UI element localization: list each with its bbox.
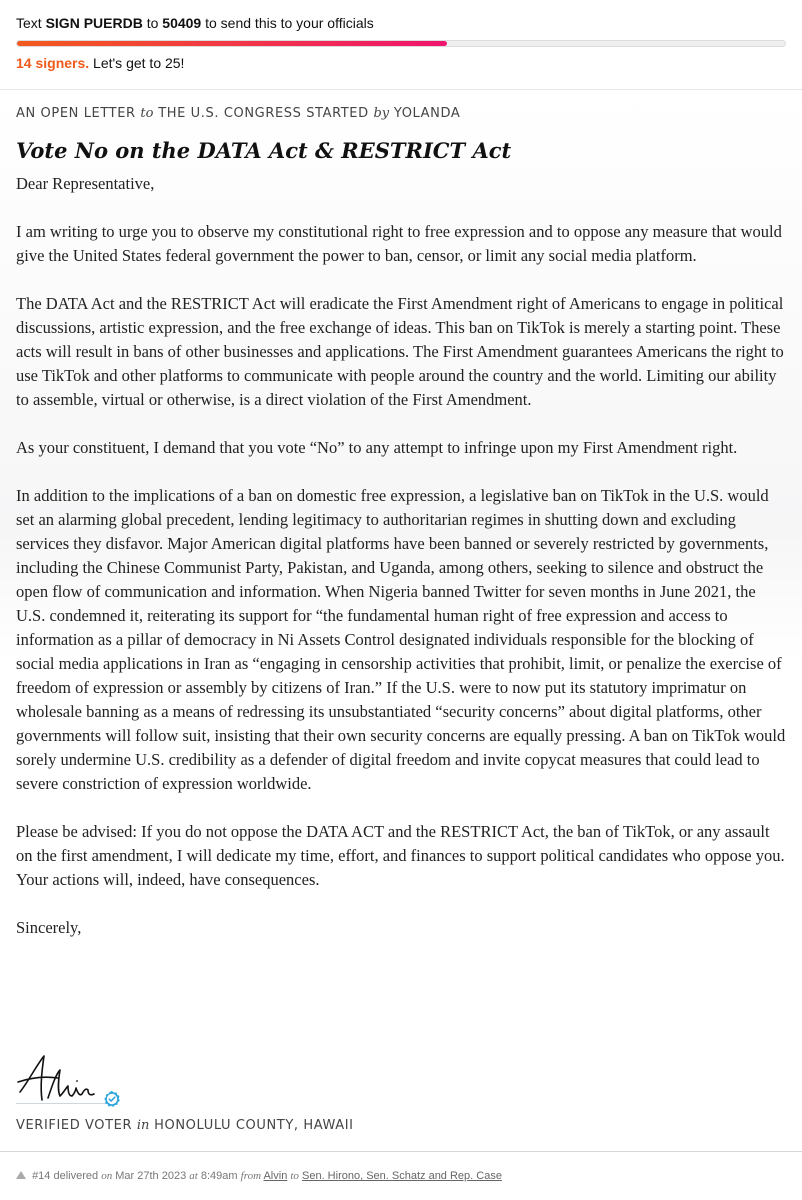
byline-to: to [140,106,154,121]
byline-recipient: THE U.S. CONGRESS STARTED [158,106,369,121]
handwritten-signature [14,1052,104,1108]
letter-paragraph: The DATA Act and the RESTRICT Act will eradicate the First Amendment right of Americans to engage in political discussions, artistic expression, and the free exchange of ideas. This ban on TikTok is merely a starting point. These acts will result in bans of other businesses and applications. The First Amendment guarantees Americans the right to use TikTok and other platforms to communicate with people around the country and the world. Limiting our ability to assemble, virtual or otherwise, is a direct violation of the First Amendment. [16,294,784,409]
sms-to: to [146,15,159,31]
letter-paragraph: In addition to the implications of a ban on domestic free expression, a legislative ban on TikTok in the U.S. would set an alarming global precedent, lending legitimacy to authoritarian regimes in shutting down and excluding services they disfavor. Major American digital platforms have been banned or severely restricted by governments, including the Chinese Communist Party, Pakistan, and Uganda, among others, seeking to silence and obstruct the open flow of communication and information. When Nigeria banned Twitter for seven months in June 2021, the U.S. condemned it, reiterating its support for “the fundamental human right of free expression and access to information as a pillar of democracy in Ni Assets Control designated individuals responsible for the blocking of social media applications in Iran as “engaging in censorship activities that prohibit, limit, or penalize the exercise of freedom of expression or assembly by citizens of Iran.” If the U.S. were to now put its statutory imprimatur on wholesale banning as a means of redressing its unsubstantiated “security concerns” about digital platforms, other governments will follow suit, insisting that their own security concerns are equally pressing. A ban on TikTok would sorely undermine U.S. credibility as a defender of digital freedom and invite copycat measures that could lead to severe constriction of expression worldwide. [16,486,786,793]
letter-title: Vote No on the DATA Act & RESTRICT Act [16,138,512,163]
delivery-date: Mar 27th 2023 [115,1170,187,1182]
footer-on: on [101,1170,113,1182]
voter-label: VERIFIED VOTER [16,1118,133,1133]
byline-author: YOLANDA [393,106,461,121]
voter-location: HONOLULU COUNTY, HAWAII [154,1118,354,1133]
recipients-link[interactable]: Sen. Hirono, Sen. Schatz and Rep. Case [302,1170,502,1182]
sms-suffix: to send this to your officials [205,15,374,31]
delivered-triangle-icon [16,1171,26,1179]
signers-progress-fill [17,41,447,46]
byline-by: by [373,106,390,121]
verified-voter-line [16,1118,354,1133]
signers-status [16,55,184,71]
open-letter [0,90,802,1152]
letter-closing: Sincerely, [16,918,82,937]
letter-paragraph: As your constituent, I demand that you vote “No” to any attempt to infringe upon my First Amendment right. [16,438,738,457]
verified-check-icon [103,1090,121,1108]
signers-progress-bar [16,40,786,47]
letter-paragraph: Please be advised: If you do not oppose the DATA ACT and the RESTRICT Act, the ban of TikTok, or any assault on the first amendment, I will dedicate my time, effort, and finances to support political candidates who oppose you. Your actions will, indeed, have consequences. [16,822,785,889]
signers-goal: Let's get to 25! [93,55,185,71]
sms-prefix: Text [16,15,42,31]
byline-prefix: AN OPEN LETTER [16,106,136,121]
sms-code: SIGN PUERDB [45,15,143,31]
signers-count: 14 signers. [16,55,90,71]
letter-salutation: Dear Representative, [16,174,155,193]
footer-to: to [290,1170,299,1182]
delivery-number: #14 delivered [32,1170,99,1182]
letter-body [16,172,788,964]
letter-paragraph: I am writing to urge you to observe my constitutional right to free expression and to oppose any measure that would give the United States federal government the power to ban, censor, or limit any social media platform. [16,222,782,265]
footer-at: at [189,1170,198,1182]
signature-underline [16,1103,108,1104]
voter-in: in [136,1118,150,1133]
footer-from: from [240,1170,262,1182]
signup-header [0,0,802,90]
letter-byline [16,106,460,121]
delivery-footer [16,1170,502,1182]
sms-number: 50409 [162,15,202,31]
sender-link[interactable]: Alvin [263,1170,288,1182]
delivery-time: 8:49am [200,1170,238,1182]
sms-instructions [16,15,374,31]
